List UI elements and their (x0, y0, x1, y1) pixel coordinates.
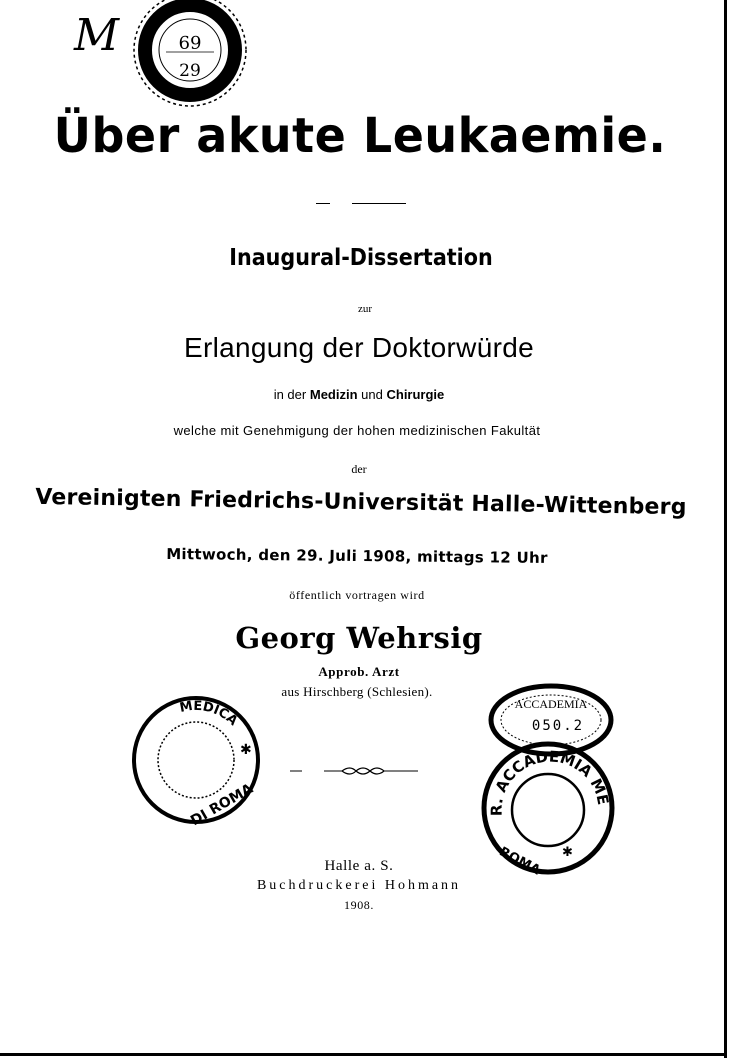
seal-right-small-number: 050.2 (531, 718, 585, 734)
handwritten-mark: M (74, 10, 120, 61)
author-name: Georg Wehrsig (235, 621, 483, 655)
seal-right-small-text: ACCADEMIA (514, 697, 588, 711)
scan-border-bottom (0, 1053, 727, 1056)
faculty-conj: und (361, 387, 383, 402)
printer-name: Buchdruckerei Hohmann (256, 878, 462, 893)
dissertation-title: Über akute Leukaemie. (53, 106, 667, 164)
prep-der: der (351, 462, 367, 476)
seal-left-text-bottom: DI ROMA (188, 780, 256, 830)
faculty-field-1: Medizin (309, 387, 358, 402)
seal-right-large-bottom: ROMA (496, 844, 543, 879)
author-title: Approb. Arzt (318, 664, 400, 679)
stamp-top-number-1: 69 (178, 31, 202, 52)
seal-right-star-icon: ✱ (562, 844, 573, 859)
approval-line: welche mit Genehmigung der hohen medizinischen Fakultät (173, 423, 541, 438)
scan-border-right (724, 0, 727, 1058)
public-line: öffentlich vortragen wird (289, 588, 425, 602)
library-stamp-top (118, 0, 268, 112)
author-origin: aus Hirschberg (Schlesien). (281, 684, 433, 699)
publication-place: Halle a. S. (324, 858, 394, 874)
publication-year: 1908. (344, 898, 374, 912)
university-name: Vereinigten Friedrichs-Universität Halle-Wittenberg (35, 484, 687, 521)
ornament-divider (290, 764, 440, 778)
seal-right-large-text: R. ACCADEMIA MEDICA (471, 724, 613, 817)
faculty-prefix: in der (273, 387, 307, 402)
thesis-type: Inaugural-Dissertation (229, 245, 493, 271)
stamp-top-number-2: 29 (179, 61, 201, 81)
seal-left-text-top: MEDICA (178, 698, 241, 729)
seal-stamp-left (128, 692, 264, 828)
title-rule (316, 203, 406, 204)
seal-left-star-icon: ✱ (240, 741, 252, 757)
faculty-line (0, 387, 724, 402)
prep-zur: zur (357, 303, 373, 315)
defense-date: Mittwoch, den 29. Juli 1908, mittags 12 Uhr (166, 545, 548, 567)
purpose-line: Erlangung der Doktorwürde (184, 332, 534, 363)
faculty-field-2: Chirurgie (386, 387, 445, 402)
